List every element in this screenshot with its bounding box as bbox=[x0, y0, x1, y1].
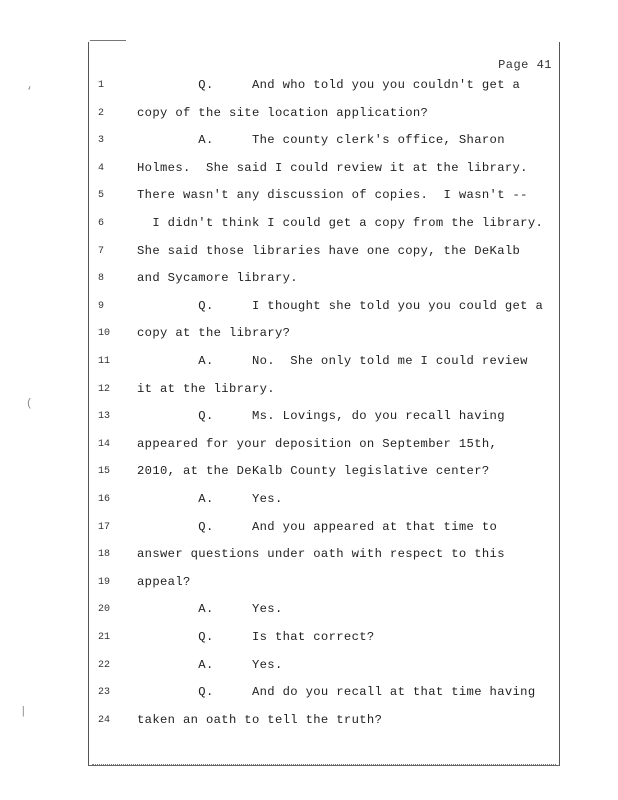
line-number: 4 bbox=[98, 162, 105, 174]
transcript-line bbox=[0, 602, 618, 622]
transcript-line bbox=[0, 382, 618, 402]
line-number: 9 bbox=[98, 300, 105, 312]
transcript-line bbox=[0, 713, 618, 733]
line-number: 16 bbox=[98, 494, 111, 505]
line-text: answer questions under oath with respect to this bbox=[137, 547, 505, 562]
line-text: Q. And do you recall at that time having bbox=[137, 685, 536, 700]
line-text: I didn't think I could get a copy from the library. bbox=[137, 216, 544, 230]
line-text: it at the library. bbox=[137, 381, 275, 396]
line-number: 24 bbox=[98, 714, 111, 726]
line-text: A. The county clerk's office, Sharon bbox=[137, 133, 505, 148]
transcript-line bbox=[0, 630, 618, 650]
line-number: 21 bbox=[98, 632, 111, 643]
transcript-line bbox=[0, 354, 618, 374]
line-text: Q. Is that correct? bbox=[137, 630, 375, 644]
line-number: 6 bbox=[98, 218, 105, 229]
margin-scan-mark: ‘ bbox=[26, 86, 33, 98]
line-text: She said those libraries have one copy, the DeKalb bbox=[137, 243, 521, 258]
line-number: 10 bbox=[98, 328, 111, 340]
line-text: appeal? bbox=[137, 574, 191, 589]
line-text: A. Yes. bbox=[137, 492, 283, 506]
transcript-line bbox=[0, 299, 618, 319]
line-text: Q. Ms. Lovings, do you recall having bbox=[137, 409, 505, 424]
transcript-line bbox=[0, 133, 618, 153]
line-text: A. Yes. bbox=[137, 657, 283, 672]
transcript-line bbox=[0, 216, 618, 236]
transcript-line bbox=[0, 78, 618, 98]
top-margin-tick bbox=[90, 40, 126, 41]
transcript-line bbox=[0, 161, 618, 181]
margin-scan-mark: | bbox=[20, 706, 27, 718]
line-number: 17 bbox=[98, 521, 111, 533]
line-number: 22 bbox=[98, 659, 111, 671]
line-number: 15 bbox=[98, 466, 111, 478]
transcript-line bbox=[0, 658, 618, 678]
transcript-line bbox=[0, 685, 618, 705]
line-text: Q. And who told you you couldn't get a bbox=[137, 78, 521, 92]
line-text: Q. And you appeared at that time to bbox=[137, 519, 498, 534]
line-number: 3 bbox=[98, 135, 105, 147]
line-text: There wasn't any discussion of copies. I wasn't -- bbox=[137, 188, 528, 203]
page-number-label: Page 41 bbox=[498, 58, 552, 72]
transcript-line bbox=[0, 326, 618, 346]
line-text: Holmes. She said I could review it at the library. bbox=[137, 160, 528, 175]
line-text: 2010, at the DeKalb County legislative center? bbox=[137, 464, 490, 479]
line-number: 12 bbox=[98, 383, 111, 395]
line-text: and Sycamore library. bbox=[137, 271, 298, 286]
line-number: 19 bbox=[98, 576, 111, 588]
transcript-line bbox=[0, 547, 618, 567]
line-number: 7 bbox=[98, 245, 105, 257]
line-number: 14 bbox=[98, 438, 111, 450]
line-text: Q. I thought she told you you could get a bbox=[137, 298, 544, 313]
transcript-line bbox=[0, 464, 618, 484]
line-number: 23 bbox=[98, 687, 111, 699]
line-text: A. No. She only told me I could review bbox=[137, 354, 528, 368]
transcript-line bbox=[0, 244, 618, 264]
line-text: copy of the site location application? bbox=[137, 105, 429, 120]
transcript-line bbox=[0, 106, 618, 126]
transcript-line bbox=[0, 575, 618, 595]
line-number: 1 bbox=[98, 80, 105, 91]
line-number: 11 bbox=[98, 356, 111, 367]
line-text: A. Yes. bbox=[137, 602, 283, 617]
transcript-line bbox=[0, 520, 618, 540]
line-number: 20 bbox=[98, 604, 111, 616]
line-text: appeared for your deposition on September 15th, bbox=[137, 436, 498, 451]
line-number: 8 bbox=[98, 273, 105, 285]
transcript-line bbox=[0, 271, 618, 291]
margin-scan-mark: ( bbox=[26, 398, 33, 410]
line-number: 5 bbox=[98, 190, 105, 202]
line-text: copy at the library? bbox=[137, 326, 291, 341]
transcript-line bbox=[0, 409, 618, 429]
transcript-line bbox=[0, 492, 618, 512]
bottom-scan-edge bbox=[92, 764, 556, 767]
transcript-line bbox=[0, 188, 618, 208]
line-text: taken an oath to tell the truth? bbox=[137, 712, 383, 727]
line-number: 2 bbox=[98, 107, 105, 119]
line-number: 13 bbox=[98, 411, 111, 423]
transcript-line bbox=[0, 437, 618, 457]
line-number: 18 bbox=[98, 549, 111, 561]
